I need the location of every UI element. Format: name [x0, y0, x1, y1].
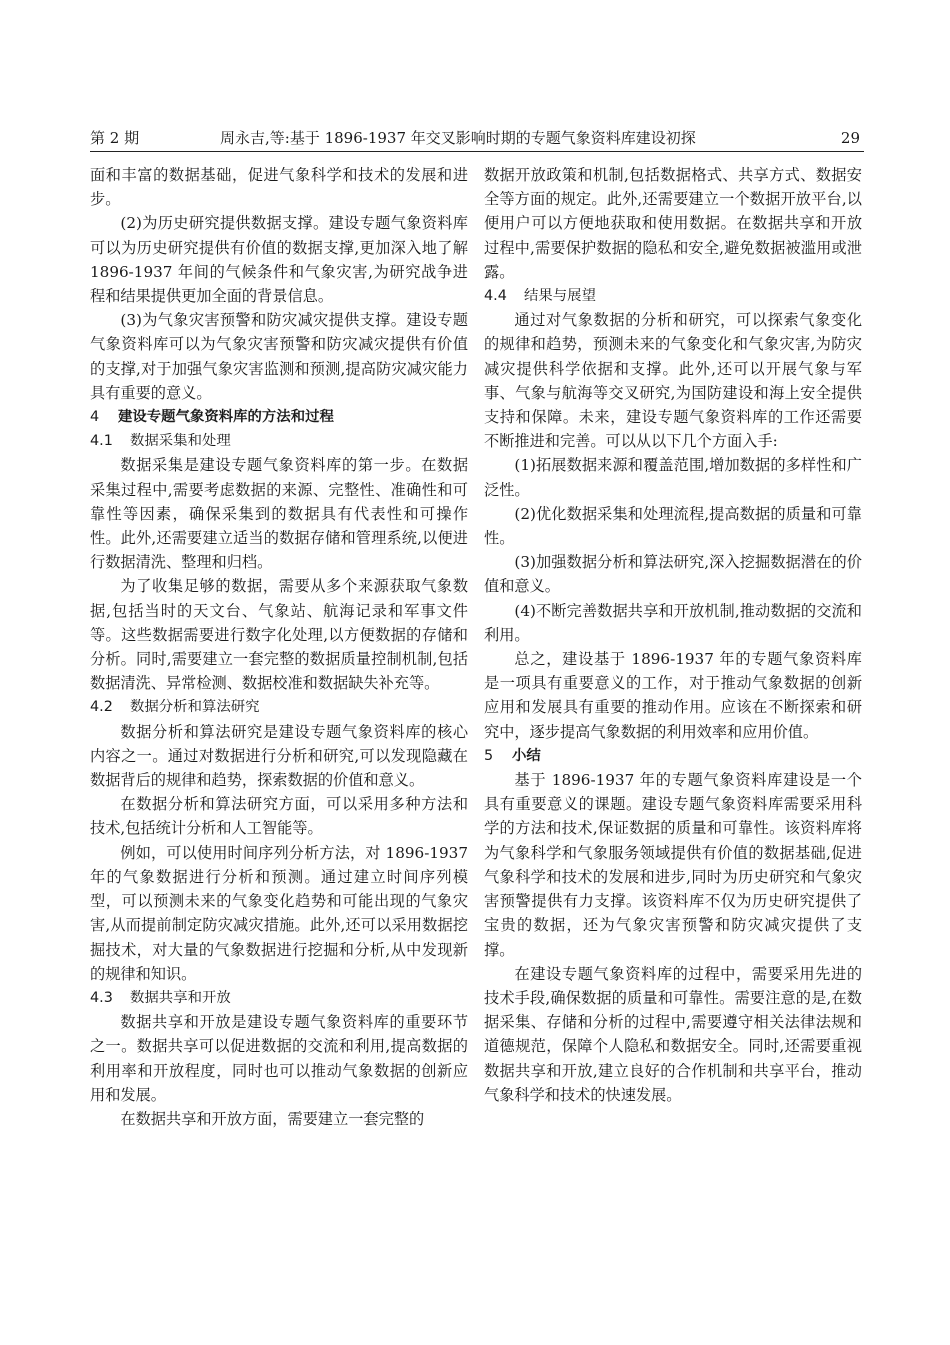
subsection-number: 4.3 — [90, 989, 113, 1006]
paragraph: (2)为历史研究提供数据支撑。建设专题气象资料库可以为历史研究提供有价值的数据支撑,更加深入地了解 1896-1937 年间的气候条件和气象灾害,为研究战争进程和结果提供更加全面的背景信息。 — [90, 214, 468, 306]
running-title: 周永吉,等:基于 1896-1937 年交叉影响时期的专题气象资料库建设初探 — [220, 129, 696, 147]
paragraph: 基于 1896-1937 年的专题气象资料库建设是一个具有重要意义的课题。建设专题气象资料库需要采用科学的方法和技术,保证数据的质量和可靠性。该资料库将为气象科学和气象服务领域提供有价值的数据基础,促进气象科学和技术的发展和进步,同时为历史研究和气象灾害预警提供有力支撑。该资料库不仅为历史研究提供了宝贵的数据，还为气象灾害预警和防灾减灾提供了支撑。 — [484, 771, 862, 959]
subsection-title: 结果与展望 — [524, 288, 596, 305]
page-number: 29 — [840, 129, 860, 147]
subsection-title: 数据采集和处理 — [130, 433, 231, 450]
paragraph: 通过对气象数据的分析和研究，可以探索气象变化的规律和趋势，预测未来的气象变化和气象灾害,为防灾减灾提供科学依据和支撑。此外,还可以开展气象与军事、气象与航海等交叉研究,为国防建设和海上安全提供支持和保障。未来，建设专题气象资料库的工作还需要不断推进和完善。可以从以下几个方面入手: — [484, 311, 862, 451]
paragraph: 数据共享和开放是建设专题气象资料库的重要环节之一。数据共享可以促进数据的交流和利用,提高数据的利用率和开放程度，同时也可以推动气象数据的创新应用和发展。 — [90, 1013, 468, 1104]
header-rule — [90, 151, 864, 152]
section-title: 小结 — [512, 747, 541, 764]
section-number: 4 — [90, 409, 100, 426]
paragraph: (3)为气象灾害预警和防灾减灾提供支撑。建设专题气象资料库可以为气象灾害预警和防灾减灾提供有价值的支撑,对于加强气象灾害监测和预测,提高防灾减灾能力具有重要的意义。 — [90, 311, 468, 402]
list-item: (2)优化数据采集和处理流程,提高数据的质量和可靠性。 — [484, 504, 862, 548]
paragraph: 总之，建设基于 1896-1937 年的专题气象资料库是一项具有重要意义的工作，对于推动气象数据的创新应用和发展具有重要的推动作用。应该在不断探索和研究中，逐步提高气象数据的利用效率和应用价值。 — [484, 650, 862, 741]
paragraph: 在数据共享和开放方面，需要建立一套完整的 — [120, 1109, 425, 1128]
subsection-number: 4.1 — [90, 433, 113, 450]
subsection-title: 数据共享和开放 — [130, 989, 231, 1006]
list-item: (1)拓展数据来源和覆盖范围,增加数据的多样性和广泛性。 — [484, 456, 862, 499]
paragraph: 数据开放政策和机制,包括数据格式、共享方式、数据安全等方面的规定。此外,还需要建立一个数据开放平台,以便用户可以方便地获取和使用数据。在数据共享和开放过程中,需要保护数据的隐私和安全,避免数据被滥用或泄露。 — [484, 166, 862, 281]
running-header — [90, 126, 860, 150]
section-heading — [484, 744, 862, 768]
right-column — [484, 163, 862, 1107]
subsection-heading — [90, 695, 468, 719]
subsection-number: 4.4 — [484, 288, 507, 305]
section-number: 5 — [484, 747, 494, 764]
issue-number: 第 2 期 — [90, 129, 140, 147]
left-column — [90, 163, 468, 1131]
subsection-heading — [90, 986, 468, 1010]
paragraph: 面和丰富的数据基础，促进气象科学和技术的发展和进步。 — [90, 166, 468, 209]
section-title: 建设专题气象资料库的方法和过程 — [118, 409, 334, 426]
subsection-title: 数据分析和算法研究 — [130, 699, 260, 716]
subsection-heading — [90, 429, 468, 453]
subsection-heading — [484, 284, 862, 308]
paragraph: 在数据分析和算法研究方面，可以采用多种方法和技术,包括统计分析和人工智能等。 — [90, 795, 468, 838]
paragraph: 数据采集是建设专题气象资料库的第一步。在数据采集过程中,需要考虑数据的来源、完整性、准确性和可靠性等因素，确保采集到的数据具有代表性和可操作性。此外,还需要建立适当的数据存储和管理系统,以便进行数据清洗、整理和归档。 — [90, 456, 468, 572]
section-heading — [90, 405, 468, 429]
paragraph: 在建设专题气象资料库的过程中，需要采用先进的技术手段,确保数据的质量和可靠性。需要注意的是,在数据采集、存储和分析的过程中,需要遵守相关法律法规和道德规范，保障个人隐私和数据安全。同时,还需要重视数据共享和开放,建立良好的合作机制和共享平台，推动气象科学和技术的快速发展。 — [484, 964, 862, 1104]
list-item: (3)加强数据分析和算法研究,深入挖掘数据潜在的价值和意义。 — [484, 553, 862, 596]
list-item: (4)不断完善数据共享和开放机制,推动数据的交流和利用。 — [484, 601, 862, 644]
subsection-number: 4.2 — [90, 699, 113, 716]
paragraph: 例如，可以使用时间序列分析方法，对 1896-1937 年的气象数据进行分析和预测。通过建立时间序列模型，可以预测未来的气象变化趋势和可能出现的气象灾害,从而提前制定防灾减灾措施。此外,还可以采用数据挖掘技术，对大量的气象数据进行挖掘和分析,从中发现新的规律和知识。 — [90, 843, 468, 983]
paragraph: 为了收集足够的数据，需要从多个来源获取气象数据,包括当时的天文台、气象站、航海记录和军事文件等。这些数据需要进行数字化处理,以方便数据的存储和分析。同时,需要建立一套完整的数据质量控制机制,包括数据清洗、异常检测、数据校准和数据缺失补充等。 — [90, 577, 468, 693]
paragraph: 数据分析和算法研究是建设专题气象资料库的核心内容之一。通过对数据进行分析和研究,可以发现隐藏在数据背后的规律和趋势，探索数据的价值和意义。 — [90, 722, 468, 790]
